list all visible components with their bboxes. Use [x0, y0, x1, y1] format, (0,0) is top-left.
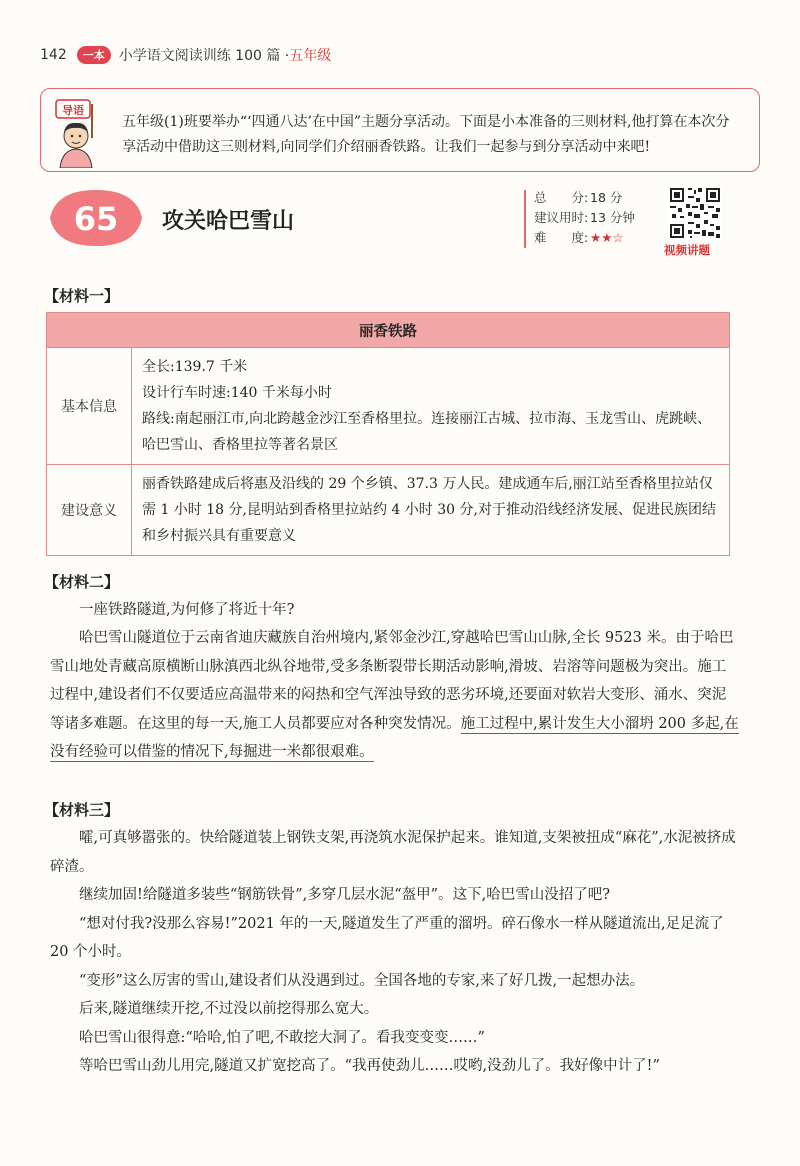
page-number: 142 — [40, 47, 67, 63]
total-score-value: 18 分 — [590, 190, 623, 205]
brand-badge: 一本 — [77, 46, 111, 64]
material2-label: 【材料二】 — [44, 573, 120, 591]
row-head-basic: 基本信息 — [47, 348, 132, 465]
material2-underlined-sentence: 施工过程中,累计发生大小溜坍 200 多起,在没有经验可以借鉴的情况下,每掘进一米都很艰难。 — [50, 715, 739, 760]
material3-paragraph: 嚯,可真够嚣张的。快给隧道装上钢铁支架,再浇筑水泥保护起来。谁知道,支架被扭成“麻花”,水泥被挤成碎渣。 — [50, 830, 736, 875]
meta-divider — [524, 190, 526, 248]
material3-paragraph: 哈巴雪山很得意:“哈哈,怕了吧,不敢挖大洞了。看我变变变……” — [79, 1029, 485, 1046]
basic-line-route: 路线:南起丽江市,向北跨越金沙江至香格里拉。连接丽江古城、拉市海、玉龙雪山、虎跳峡、哈巴雪山、香格里拉等著名景区 — [142, 411, 712, 453]
difficulty-label: 难 度: — [534, 230, 589, 245]
material3-paragraph: 等哈巴雪山劲儿用完,隧道又扩宽挖高了。“我再使劲儿……哎哟,没劲儿了。我好像中计了!” — [79, 1058, 660, 1074]
table-row — [47, 348, 730, 465]
lesson-title: 攻关哈巴雪山 — [162, 209, 295, 234]
table-title: 丽香铁路 — [47, 313, 730, 348]
material3-body — [50, 824, 740, 1081]
grade-label: 五年级 — [289, 48, 332, 64]
row-head-significance: 建设意义 — [47, 465, 132, 556]
material1-label: 【材料一】 — [44, 287, 120, 305]
info-table — [46, 312, 730, 556]
material3-paragraph: “变形”这么厉害的雪山,建设者们从没遇到过。全国各地的专家,来了好几拨,一起想办法。 — [79, 972, 645, 989]
table-header-row — [47, 313, 730, 348]
qr-code[interactable] — [668, 186, 722, 240]
material3-paragraph: “想对付我?没那么容易!”2021 年的一天,隧道发生了严重的溜坍。碎石像水一样从隧道流出,足足流了 20 个小时。 — [50, 915, 724, 960]
significance-line: 丽香铁路建成后将惠及沿线的 29 个乡镇、37.3 万人民。建成通车后,丽江站至香格里拉站仅需 1 小时 18 分,昆明站到香格里拉站约 4 小时 30 分,对于推动沿线经济发展、促进民族团结和乡村振兴具有重要意义 — [142, 476, 716, 544]
material3-paragraph: 继续加固!给隧道多装些“钢筋铁骨”,多穿几层水泥“盔甲”。这下,哈巴雪山没招了吧? — [79, 887, 610, 903]
time-label: 建议用时: — [534, 210, 589, 225]
basic-line-speed: 设计行车时速:140 千米每小时 — [142, 385, 332, 401]
material2-body — [50, 624, 740, 767]
row-body-basic — [132, 348, 730, 465]
intro-tag: 导语 — [62, 104, 84, 117]
material2-body-text: 哈巴雪山隧道位于云南省迪庆藏族自治州境内,紧邻金沙江,穿越哈巴雪山山脉,全长 9523 米。由于哈巴雪山地处青藏高原横断山脉滇西北纵谷地带,受多条断裂带长期活动影响,滑坡、岩溶等问题极为突出。施工过程中,建设者们不仅要适应高温带来的闷热和空气浑浊导致的恶劣环境,还要面对软岩大变形、涌水、突泥等诸多难题。在这里的每一天,施工人员都要应对各种突发情况。 — [50, 630, 734, 732]
video-label[interactable]: 视频讲题 — [664, 243, 710, 257]
lesson-number-badge — [46, 186, 146, 250]
material2-question: 一座铁路隧道,为何修了将近十年? — [79, 602, 295, 618]
intro-text: 五年级(1)班要举办“‘四通八达’在中国”主题分享活动。下面是小本准备的三则材料,他打算在本次分享活动中借助这三则材料,向同学们介绍丽香铁路。让我们一起参与到分享活动中来吧! — [122, 114, 730, 155]
basic-line-length: 全长:139.7 千米 — [142, 359, 248, 375]
time-value: 13 分钟 — [590, 210, 635, 225]
book-title: 小学语文阅读训练 100 篇 · — [118, 48, 290, 64]
page-header — [40, 42, 760, 68]
difficulty-stars: ★★☆ — [590, 230, 624, 245]
material3-paragraph: 后来,隧道继续开挖,不过没以前挖得那么宽大。 — [79, 1001, 379, 1017]
material3-label: 【材料三】 — [44, 801, 120, 819]
table-row — [47, 465, 730, 556]
lesson-meta — [534, 188, 635, 248]
lesson-number: 65 — [73, 200, 119, 238]
teacher-illustration — [52, 98, 112, 168]
total-score-label: 总 分: — [534, 190, 589, 205]
row-body-significance — [132, 465, 730, 556]
